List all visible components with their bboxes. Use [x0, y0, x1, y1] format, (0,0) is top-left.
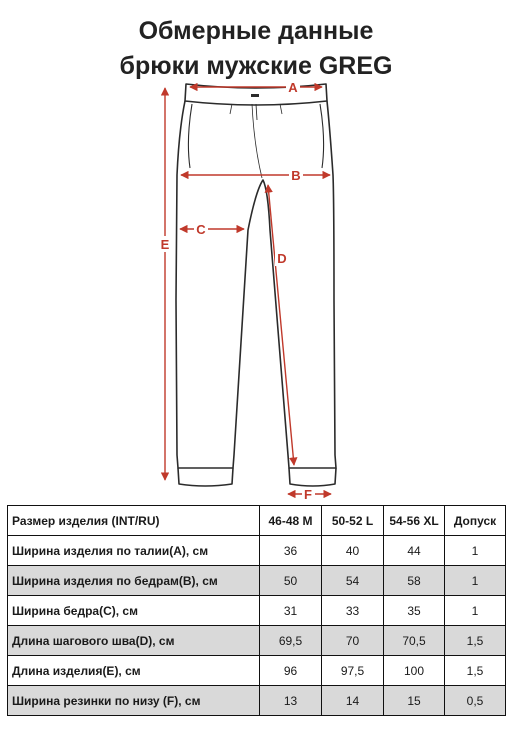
cell-l: 33: [322, 596, 384, 626]
table-row: [8, 536, 506, 566]
cell-m: 31: [260, 596, 322, 626]
table-row: [8, 656, 506, 686]
cell-tolerance: 1: [445, 596, 506, 626]
cell-l: 70: [322, 626, 384, 656]
pants-body: [176, 101, 336, 468]
measure-lines: [165, 87, 331, 494]
cell-xl: 35: [384, 596, 445, 626]
cell-m: 13: [260, 686, 322, 716]
cell-xl: 70,5: [384, 626, 445, 656]
row-name: Ширина изделия по бедрам(B), см: [8, 566, 260, 596]
table-row: [8, 686, 506, 716]
table-row: [8, 626, 506, 656]
measure-d-line: [268, 185, 294, 465]
table-row: [8, 566, 506, 596]
cell-tolerance: 1,5: [445, 626, 506, 656]
cell-m: 69,5: [260, 626, 322, 656]
cell-tolerance: 0,5: [445, 686, 506, 716]
row-name: Длина шагового шва(D), см: [8, 626, 260, 656]
left-pocket: [188, 104, 192, 168]
cell-l: 97,5: [322, 656, 384, 686]
cell-xl: 58: [384, 566, 445, 596]
front-seam: [256, 104, 257, 120]
row-name: Ширина резинки по низу (F), см: [8, 686, 260, 716]
table-header-row: [8, 506, 506, 536]
cell-tolerance: 1: [445, 536, 506, 566]
header-size-xl: 54-56 XL: [384, 506, 445, 536]
cell-xl: 44: [384, 536, 445, 566]
row-name: Длина изделия(E), см: [8, 656, 260, 686]
cell-l: 14: [322, 686, 384, 716]
pants-outline: [176, 84, 336, 486]
cell-tolerance: 1,5: [445, 656, 506, 686]
cell-m: 96: [260, 656, 322, 686]
size-table: [7, 505, 506, 716]
cell-xl: 100: [384, 656, 445, 686]
cell-l: 40: [322, 536, 384, 566]
page-subtitle: брюки мужские GREG: [119, 52, 393, 80]
cell-l: 54: [322, 566, 384, 596]
left-cuff: [178, 468, 233, 486]
header-size-m: 46-48 M: [260, 506, 322, 536]
cell-xl: 15: [384, 686, 445, 716]
label-a: A: [288, 80, 298, 95]
label-c: C: [196, 222, 206, 237]
label-b: B: [291, 168, 301, 183]
row-name: Ширина изделия по талии(A), см: [8, 536, 260, 566]
right-cuff: [289, 468, 336, 486]
table-row: [8, 596, 506, 626]
cell-m: 50: [260, 566, 322, 596]
cell-tolerance: 1: [445, 566, 506, 596]
right-pocket: [320, 104, 324, 168]
label-f: F: [304, 487, 312, 502]
header-tolerance: Допуск: [445, 506, 506, 536]
page-title: Обмерные данные: [138, 17, 374, 45]
header-size: Размер изделия (INT/RU): [8, 506, 260, 536]
label-e: E: [160, 237, 170, 252]
row-name: Ширина бедра(C), см: [8, 596, 260, 626]
label-d: D: [277, 251, 287, 266]
cell-m: 36: [260, 536, 322, 566]
header-size-l: 50-52 L: [322, 506, 384, 536]
